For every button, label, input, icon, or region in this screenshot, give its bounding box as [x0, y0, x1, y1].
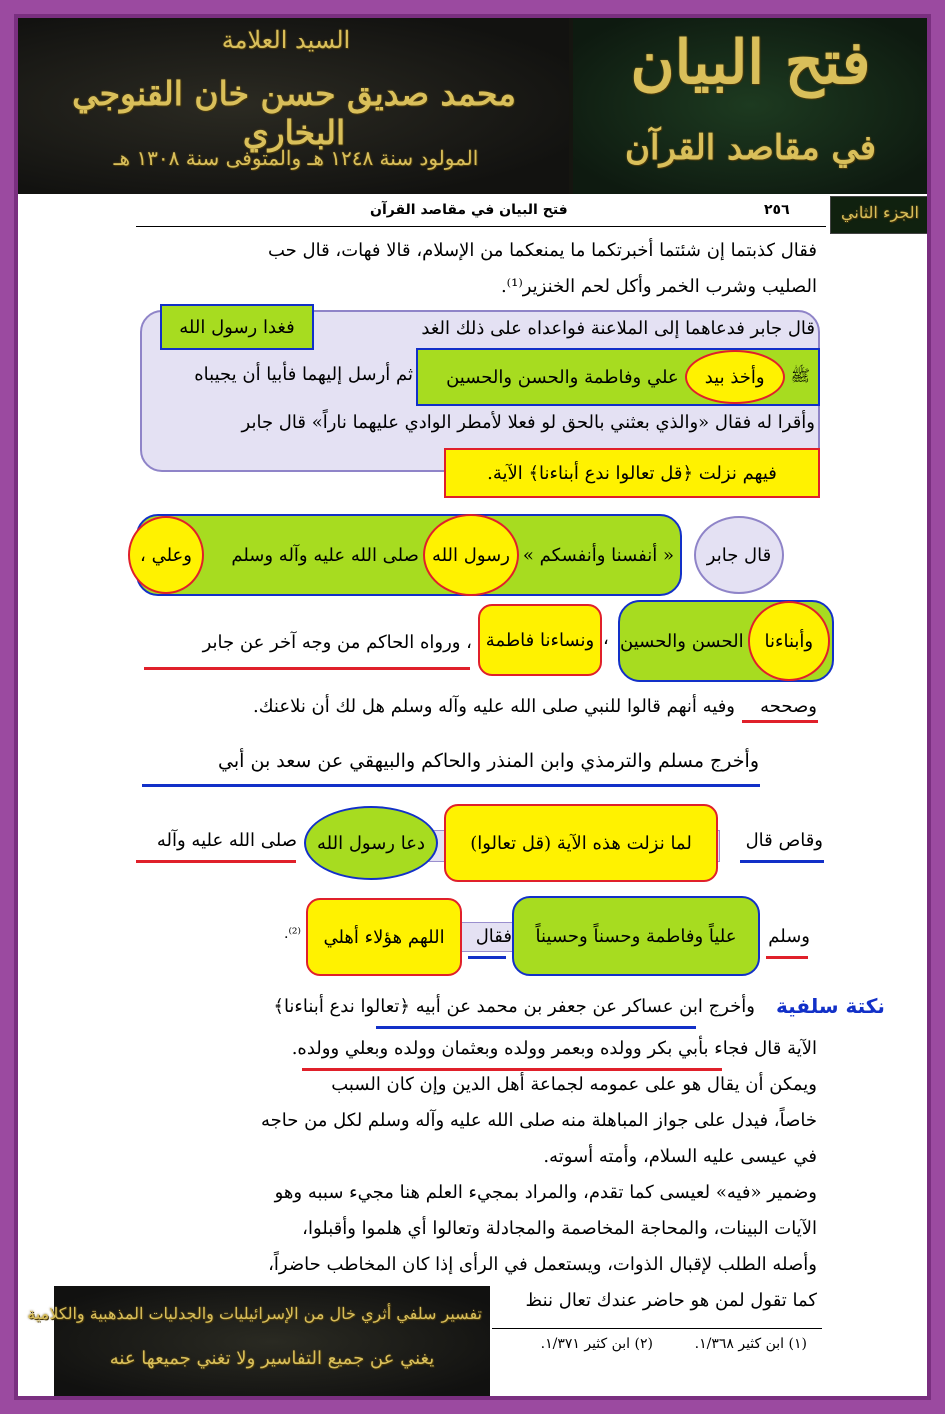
page-number: ٢٥٦: [764, 202, 790, 218]
author-panel: [16, 16, 569, 194]
footnote-1: (١) ابن كثير ١/٣٦٨.: [694, 1336, 807, 1352]
muslim-underline: [142, 784, 760, 787]
fihim-nazalat-box: فيهم نزلت ﴿قل تعالوا ندع أبناءنا﴾ الآية.: [444, 448, 820, 498]
faqal-underline: [468, 956, 506, 959]
author-dates: المولود سنة ١٢٤٨ هـ والمتوفى سنة ١٣٠٨ هـ: [113, 146, 479, 170]
p2-line2-rest: ثم أرسل إليهما فأبيا أن يجيباه: [194, 364, 413, 385]
rasul-oval: رسول الله: [423, 514, 519, 596]
volume-badge: [830, 196, 930, 234]
salla-underline: [136, 860, 296, 863]
hasan-husain-box: [618, 600, 834, 682]
r2-rest: ، ورواه الحاكم من وجه آخر عن جابر: [202, 632, 472, 653]
p5-line3: وأصله الطلب لإقبال الذوات، ويستعمل في الرأى إذا كان المخاطب حاضراً،: [268, 1254, 817, 1275]
author-honorific: السيد العلامة: [221, 26, 351, 54]
anfusana-box: [136, 514, 682, 596]
r3-rest: وفيه أنهم قالوا للنبي صلى الله عليه وآله وسلم هل لك أن نلاعنك.: [253, 696, 735, 717]
ghada-rasul-box: فغدا رسول الله: [160, 304, 314, 350]
abnauna-oval: وأبناءنا: [748, 601, 830, 681]
p4-line3: في عيسى عليه السلام، وأمته أسوته.: [543, 1146, 817, 1167]
wa-ali-oval: وعلي ،: [128, 516, 204, 594]
title-banner: [16, 16, 928, 194]
p3-line2: الآية قال فجاء بأبي بكر وولده وبعمر وولده وبعثمان وولده وبعلي وولده.: [291, 1038, 817, 1059]
book-title-panel: [573, 16, 928, 194]
p2-line1: قال جابر فدعاهما إلى الملاعنة فواعداه على ذلك الغد: [421, 318, 815, 339]
footnote-2: (٢) ابن كثير ١/٣٧١.: [540, 1336, 653, 1352]
r4-line: وأخرج مسلم والترمذي وابن المنذر والحاكم والبيهقي عن سعد بن أبي: [218, 750, 759, 772]
r6-footnote-ref: ⁽²⁾.: [284, 926, 301, 942]
salla-text: صلى الله عليه وآله وسلم: [231, 544, 419, 566]
r6-faqal: فقال: [475, 926, 512, 947]
header-rule: [136, 226, 826, 227]
p3-line1: وأخرج ابن عساكر عن جعفر بن محمد عن أبيه ﴿تعالوا ندع أبناءنا﴾: [273, 996, 755, 1017]
daa-rasul-oval: دعا رسول الله: [304, 806, 438, 880]
r6-wasallam: وسلم: [768, 926, 810, 947]
footnote-rule: [492, 1328, 822, 1329]
stamp-line2: يغني عن جميع التفاسير ولا تغني جميعها عنه: [109, 1348, 435, 1369]
author-name: محمد صديق حسن خان القنوجي البخاري: [72, 74, 516, 152]
sahhahu-underline: [742, 720, 818, 723]
p5-line1: وضمير «فيه» لعيسى كما تقدم، والمراد بمجيء العلم هنا مجيء سببه وهو: [274, 1182, 817, 1203]
nisauna-box: ونساءنا فاطمة: [478, 604, 602, 676]
ali-fatima-text: علي وفاطمة والحسن والحسين: [446, 366, 679, 388]
jafar-underline: [376, 1026, 696, 1029]
waqqas-underline: [740, 860, 824, 863]
r2-comma: ،: [603, 628, 609, 649]
ali-fatima-hasanan-box: علياً وفاطمة وحسناً وحسيناً: [512, 896, 760, 976]
p4-line2: خاصاً، فيدل على جواز المباهلة منه صلى الله عليه وآله وسلم لكل من حاجه: [260, 1110, 817, 1131]
abu-bakr-underline: [302, 1068, 722, 1071]
anfusana-text: « أنفسنا وأنفسكم »: [522, 544, 674, 566]
ali-fatima-box: [416, 348, 820, 406]
book-description-stamp: [27, 1286, 490, 1398]
allahumma-box: اللهم هؤلاء أهلي: [306, 898, 462, 976]
salla-symbol: ﷺ: [790, 365, 810, 385]
side-note-label: نكتة سلفية: [776, 994, 885, 1018]
p1-line2: الصليب وشرب الخمر وأكل لحم الخنزير⁽¹⁾.: [500, 276, 817, 297]
qala-jabir-oval: قال جابر: [694, 516, 784, 594]
lamma-nazalat-box: لما نزلت هذه الآية (قل تعالوا): [444, 804, 718, 882]
wasallam-underline: [766, 956, 808, 959]
running-title: فتح البيان في مقاصد القرآن: [370, 202, 568, 218]
p1-line1: فقال كذبتما إن شئتما أخبرتكما ما يمنعكما من الإسلام، قالا فهات، قال حب: [267, 240, 817, 261]
volume-label: الجزء الثاني: [841, 203, 919, 222]
hasan-husain-text: الحسن والحسين: [620, 630, 744, 652]
stamp-line1: تفسير سلفي أثري خال من الإسرائيليات والجدليات المذهبية والكلامية: [27, 1304, 482, 1323]
book-subtitle: في مقاصد القرآن: [625, 128, 876, 168]
akhadha-oval: وأخذ بيد: [685, 350, 785, 404]
p5-line2: الآيات البينات، والمحاجة المخاصمة والمجادلة وتعالوا أي هلموا وأقبلوا،: [302, 1218, 817, 1239]
book-title: فتح البيان: [630, 28, 871, 98]
r5-waqqas: وقاص قال: [745, 830, 823, 851]
p5-line4: كما تقول لمن هو حاضر عندك تعال ننظ: [525, 1290, 817, 1311]
hakim-underline: [144, 667, 470, 670]
r3-sahhahu: وصححه: [760, 696, 817, 717]
p2-line3: وأقرا له فقال «والذي بعثني بالحق لو فعلا لأمطر الوادي عليهما ناراً» قال جابر: [241, 412, 815, 433]
p4-line1: ويمكن أن يقال هو على عمومه لجماعة أهل الدين وإن كان السبب: [331, 1074, 817, 1095]
r5-salla: صلى الله عليه وآله: [156, 830, 297, 851]
